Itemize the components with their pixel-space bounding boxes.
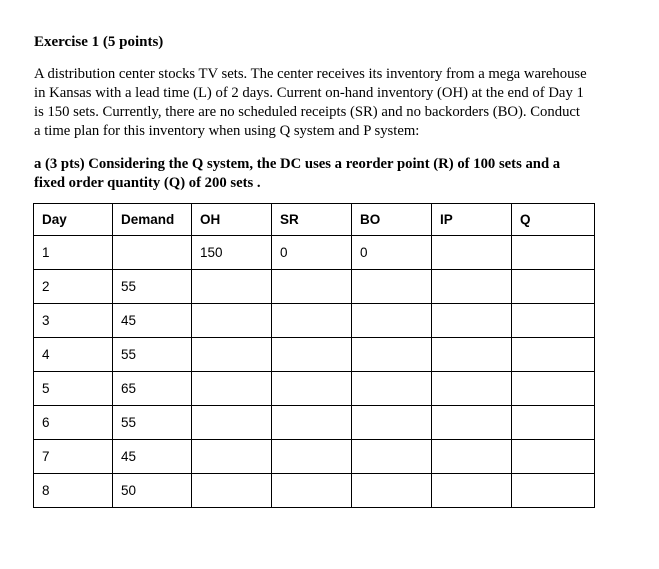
header-q: Q xyxy=(512,204,595,236)
cell-ip[interactable] xyxy=(432,474,512,508)
cell-bo[interactable] xyxy=(352,406,432,440)
table-row xyxy=(34,440,595,474)
header-demand: Demand xyxy=(113,204,192,236)
cell-q[interactable] xyxy=(512,270,595,304)
cell-q[interactable] xyxy=(512,304,595,338)
cell-q[interactable] xyxy=(512,236,595,270)
header-oh: OH xyxy=(192,204,272,236)
table-row xyxy=(34,270,595,304)
cell-sr[interactable] xyxy=(272,474,352,508)
cell-day[interactable]: 2 xyxy=(34,270,113,304)
description-line: a time plan for this inventory when using Q system and P system: xyxy=(34,123,420,139)
cell-oh[interactable] xyxy=(192,474,272,508)
exercise-heading: Exercise 1 (5 points) xyxy=(34,34,164,50)
cell-oh[interactable]: 150 xyxy=(192,236,272,270)
table-row xyxy=(34,474,595,508)
question-a xyxy=(34,155,646,193)
cell-ip[interactable] xyxy=(432,236,512,270)
cell-bo[interactable] xyxy=(352,304,432,338)
cell-bo[interactable] xyxy=(352,372,432,406)
cell-ip[interactable] xyxy=(432,304,512,338)
cell-oh[interactable] xyxy=(192,440,272,474)
cell-day[interactable]: 4 xyxy=(34,338,113,372)
cell-demand[interactable]: 65 xyxy=(113,372,192,406)
cell-sr[interactable] xyxy=(272,270,352,304)
inventory-plan-table xyxy=(33,203,595,508)
cell-day[interactable]: 3 xyxy=(34,304,113,338)
cell-q[interactable] xyxy=(512,406,595,440)
cell-demand[interactable]: 55 xyxy=(113,338,192,372)
cell-q[interactable] xyxy=(512,440,595,474)
cell-demand[interactable]: 45 xyxy=(113,304,192,338)
description-line: A distribution center stocks TV sets. The center receives its inventory from a mega warehouse xyxy=(34,66,587,82)
cell-demand[interactable]: 45 xyxy=(113,440,192,474)
cell-q[interactable] xyxy=(512,372,595,406)
cell-day[interactable]: 1 xyxy=(34,236,113,270)
header-ip: IP xyxy=(432,204,512,236)
cell-sr[interactable] xyxy=(272,372,352,406)
header-day: Day xyxy=(34,204,113,236)
cell-bo[interactable] xyxy=(352,270,432,304)
cell-sr[interactable] xyxy=(272,304,352,338)
cell-day[interactable]: 5 xyxy=(34,372,113,406)
cell-sr[interactable]: 0 xyxy=(272,236,352,270)
cell-ip[interactable] xyxy=(432,440,512,474)
cell-oh[interactable] xyxy=(192,338,272,372)
description-line: in Kansas with a lead time (L) of 2 days. Current on-hand inventory (OH) at the end of Day 1 xyxy=(34,85,584,101)
cell-ip[interactable] xyxy=(432,406,512,440)
header-sr: SR xyxy=(272,204,352,236)
table-row xyxy=(34,372,595,406)
table-header-row xyxy=(34,204,595,236)
cell-demand[interactable] xyxy=(113,236,192,270)
cell-q[interactable] xyxy=(512,338,595,372)
cell-oh[interactable] xyxy=(192,406,272,440)
cell-ip[interactable] xyxy=(432,270,512,304)
table-row xyxy=(34,304,595,338)
table-row xyxy=(34,406,595,440)
cell-q[interactable] xyxy=(512,474,595,508)
cell-sr[interactable] xyxy=(272,406,352,440)
cell-bo[interactable] xyxy=(352,440,432,474)
cell-sr[interactable] xyxy=(272,338,352,372)
cell-bo[interactable] xyxy=(352,338,432,372)
description-line: is 150 sets. Currently, there are no scheduled receipts (SR) and no backorders (BO). Conduct xyxy=(34,104,581,120)
exercise-description xyxy=(34,65,646,141)
cell-bo[interactable] xyxy=(352,474,432,508)
cell-ip[interactable] xyxy=(432,338,512,372)
cell-demand[interactable]: 50 xyxy=(113,474,192,508)
header-bo: BO xyxy=(352,204,432,236)
cell-bo[interactable]: 0 xyxy=(352,236,432,270)
table-row xyxy=(34,236,595,270)
question-line: fixed order quantity (Q) of 200 sets . xyxy=(34,175,261,191)
cell-sr[interactable] xyxy=(272,440,352,474)
cell-day[interactable]: 6 xyxy=(34,406,113,440)
cell-day[interactable]: 7 xyxy=(34,440,113,474)
question-line: a (3 pts) Considering the Q system, the DC uses a reorder point (R) of 100 sets and a xyxy=(34,156,561,172)
cell-oh[interactable] xyxy=(192,372,272,406)
cell-oh[interactable] xyxy=(192,304,272,338)
cell-day[interactable]: 8 xyxy=(34,474,113,508)
cell-ip[interactable] xyxy=(432,372,512,406)
cell-demand[interactable]: 55 xyxy=(113,270,192,304)
cell-demand[interactable]: 55 xyxy=(113,406,192,440)
cell-oh[interactable] xyxy=(192,270,272,304)
table-row xyxy=(34,338,595,372)
